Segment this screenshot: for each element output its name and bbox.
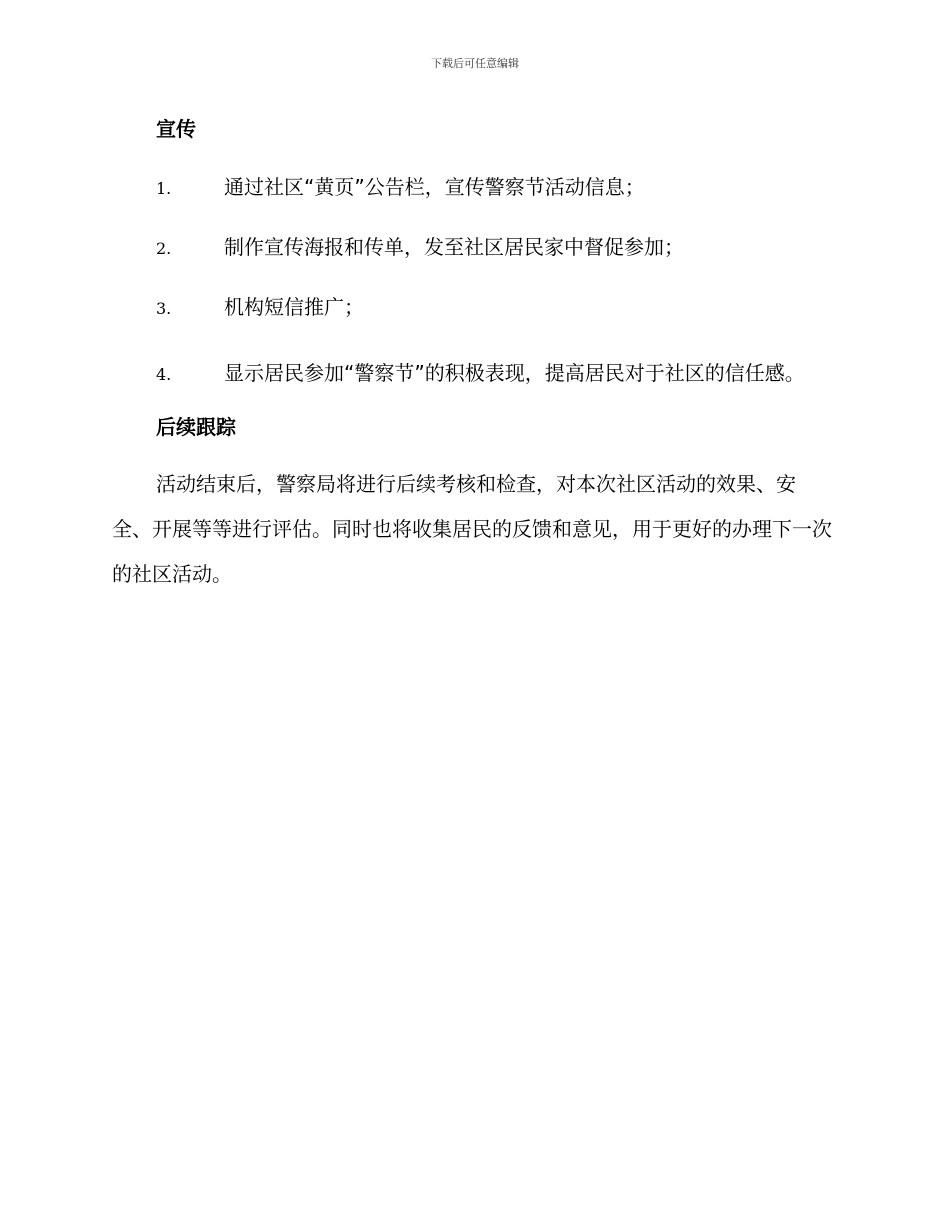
list-text: 显示居民参加“警察节”的积极表现，提高居民对于社区的信任感。 <box>224 361 805 385</box>
header-note: 下载后可任意编辑 <box>431 57 519 70</box>
list-number: 4. <box>156 365 172 384</box>
list-number: 2. <box>156 239 172 258</box>
list-number: 3. <box>156 299 172 318</box>
list-text: 制作宣传海报和传单，发至社区居民家中督促参加； <box>224 235 684 259</box>
list-text: 机构短信推广； <box>224 295 364 319</box>
section-heading-followup: 后续跟踪 <box>156 415 236 439</box>
list-item <box>112 230 834 266</box>
list-item <box>112 290 834 326</box>
list-number: 1. <box>156 179 172 198</box>
section-heading-promotion: 宣传 <box>156 117 196 141</box>
list-item <box>112 350 834 396</box>
list-item <box>112 170 834 206</box>
list-text: 通过社区“黄页”公告栏，宣传警察节活动信息； <box>224 175 645 199</box>
document-body <box>112 112 834 597</box>
followup-paragraph: 活动结束后，警察局将进行后续考核和检查，对本次社区活动的效果、安全、开展等等进行评估。同时也将收集居民的反馈和意见，用于更好的办理下一次的社区活动。 <box>112 472 832 586</box>
